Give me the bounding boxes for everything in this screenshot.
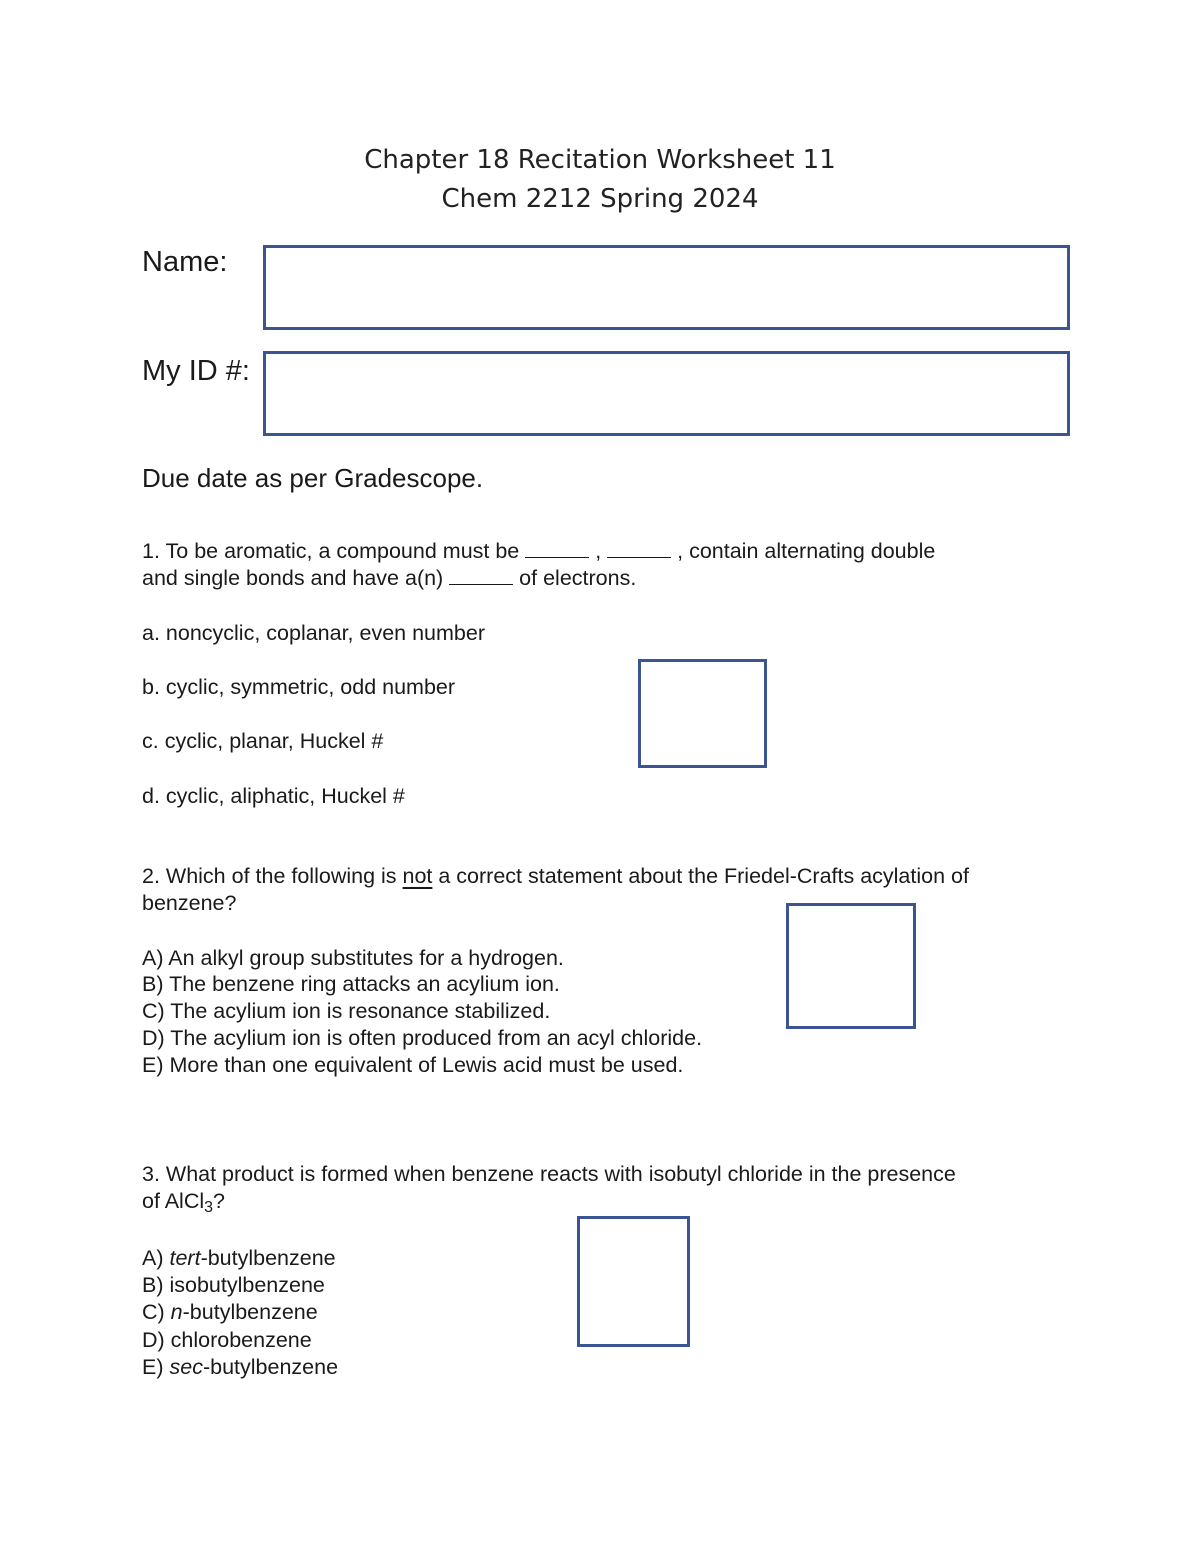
q1-option-b: b. cyclic, symmetric, odd number (142, 675, 456, 699)
q1-text-c: and single bonds and have a(n) (142, 566, 450, 590)
q2-text-a: 2. Which of the following is (142, 864, 403, 888)
due-date-note: Due date as per Gradescope. (142, 463, 484, 493)
id-field[interactable] (263, 351, 1070, 436)
q1-blank-2 (607, 539, 671, 558)
q3-option-e: E) sec-butylbenzene (142, 1355, 339, 1379)
q2-option-c: C) The acylium ion is resonance stabilized. (142, 999, 551, 1023)
id-label: My ID #: (142, 355, 250, 387)
q2-option-b: B) The benzene ring attacks an acylium ion. (142, 972, 560, 996)
q3-text-a: of AlCl (142, 1189, 205, 1213)
q1-text-b: , contain alternating double (671, 539, 936, 563)
question-2-line-1 (142, 864, 969, 889)
q2-answer-box[interactable] (786, 903, 916, 1029)
q2-option-e: E) More than one equivalent of Lewis acid must be used. (142, 1053, 684, 1077)
q3-option-b: B) isobutylbenzene (142, 1273, 325, 1297)
q1-text-a: 1. To be aromatic, a compound must be (142, 539, 526, 563)
question-3-line-1: 3. What product is formed when benzene reacts with isobutyl chloride in the presence (142, 1162, 956, 1186)
q1-answer-box[interactable] (638, 659, 767, 768)
q2-option-d: D) The acylium ion is often produced from an acyl chloride. (142, 1026, 703, 1050)
q3-option-a: A) tert-butylbenzene (142, 1246, 336, 1270)
q1-option-c: c. cyclic, planar, Huckel # (142, 729, 384, 753)
course-term: Chem 2212 Spring 2024 (441, 184, 759, 214)
q3-text-b: ? (213, 1189, 226, 1213)
name-field[interactable] (263, 245, 1070, 330)
name-label: Name: (142, 246, 228, 278)
q1-text-d: of electrons. (513, 566, 637, 590)
q2-option-a: A) An alkyl group substitutes for a hydrogen. (142, 946, 564, 970)
q1-option-d: d. cyclic, aliphatic, Huckel # (142, 784, 405, 808)
worksheet-title: Chapter 18 Recitation Worksheet 11 (364, 145, 836, 175)
question-3-line-2 (142, 1189, 225, 1217)
q3-option-d: D) chlorobenzene (142, 1328, 312, 1352)
q3-answer-box[interactable] (577, 1216, 690, 1347)
q1-blank-3 (449, 566, 513, 585)
q2-emphasis: not (402, 864, 433, 888)
question-1-line-1 (142, 539, 935, 564)
q1-blank-1 (525, 539, 589, 558)
q1-sep: , (589, 539, 608, 563)
q3-subscript: 3 (204, 1199, 214, 1216)
q2-text-b: a correct statement about the Friedel-Crafts acylation of (432, 864, 969, 888)
q1-option-a: a. noncyclic, coplanar, even number (142, 621, 486, 645)
question-1-line-2 (142, 566, 636, 591)
q3-option-c: C) n-butylbenzene (142, 1300, 318, 1324)
question-2-line-2: benzene? (142, 891, 237, 915)
